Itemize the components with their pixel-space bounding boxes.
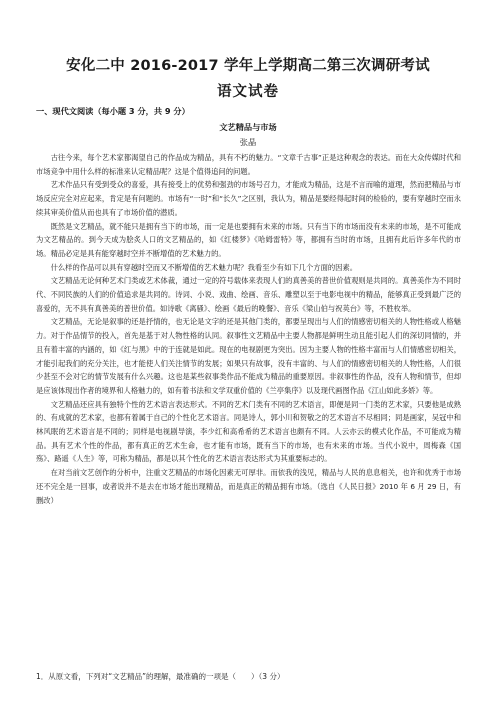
article-paragraph: 文艺精品，无论是叙事的还是抒情的，也无论是文字的还是其他门类的，都要呈现出与人们的情感密切相关的人物性格或人格魅力。对于作品情节的投入，首先是基于对人物性格的认同。叙事性文艺精品中主要人物都是鲜明生动且能引起人们的深切同情的，并且有着丰富的内涵的，如《红与黑》中的于连就是如此。现在的电视剧更为突出。因为主要人物的性格丰富而与人们情感密切相关，才能引起我们的充分关注，也才能使人们关注情节的发展；如果只有故事，没有丰富的、与人们的情感密切相关的人物性格，人们很少甚至不会对它的情节发展有什么兴趣。这也是某些叙事类作品不能成为精品的重要原因。非叙事性的作品，没有人物和情节，但却是应该体现出作者的境界和人格魅力的，如有着书法和文学双重价值的《兰亭集序》以及现代画图作品《江山如此多娇》等。 — [36, 317, 461, 395]
article-paragraph: 文艺精品还应具有独特个性的艺术语言表达形式。不同的艺术门类有不同的艺术语言，即便是同一门类的艺术家，只要他是成熟的、有成就的艺术家，也都有着属于自己的个性化艺术语言。同是诗人，郭小川和贺敬之的艺术语言不尽相同；同是画家，吴冠中和林风眠的艺术语言是不同的；同样是电视剧导演，李少红和高希希的艺术语言也颇有不同。人云亦云的模式化作品，不可能成为精品。具有艺术个性的作品，都有真正的艺术生命，也才能有市场，既有当下的市场，也有未来的市场。当代小说中，周梅森《国殇》、路遥《人生》等，可称为精品，都是以其个性化的艺术语言表达形式为其重要标志的。 — [36, 399, 461, 464]
article-paragraph: 在对当前文艺创作的分析中，注重文艺精品的市场化因素无可厚非。而依我的浅见，精品与人民的息息相关，也许和优秀于市场还不完全是一回事，或者说并不是去在市场才能出现精品，而是真正的精品拥有市场。（选自《人民日报》2010 年 6 月 29 日，有删改） — [36, 468, 461, 505]
question-1: 1．从原文看，下列对“文艺精品”的理解，最准确的一项是（ ）（3 分） — [36, 672, 285, 681]
article-paragraph: 什么样的作品可以具有穿越时空而又不断增值的艺术魅力呢？我看至少有如下几个方面的因素。 — [50, 262, 358, 272]
article-paragraph: 文艺精品无论何种艺术门类或艺术体裁，通过一定的符号载体来表现人们的真善美的普世价值观则是共同的。真善美作为不同时代、不同民族的人们的价值追求是共同的。诗词、小说、戏曲、绘画、音乐、雕塑以至于电影电视中的精品，能够真正受到最广泛的喜爱的，无不具有真善美的普世价值。如诗歌《离骚》、绘画《最后的晚餐》、音乐《梁山伯与祝英台》等，不胜枚举。 — [36, 276, 461, 313]
section-heading: 一、现代文阅读（每小题 3 分，共 9 分） — [36, 106, 190, 116]
article-paragraph: 既然是文艺精品，就不能只是拥有当下的市场，而一定是也要拥有未来的市场。只有当下的市场而没有未来的市场，是不可能成为文艺精品的。到今天成为脍炙人口的文艺精品的，如《红楼梦》《哈姆雷特》等，都拥有当时的市场，且拥有此后许多年代的市场。精品必定是具有能穿越时空并不断增值的艺术魅力的。 — [36, 221, 461, 258]
article-author: 张晶 — [239, 137, 257, 147]
exam-subtitle: 语文试卷 — [217, 84, 279, 100]
article-paragraph: 古往今来，每个艺术家都渴望自己的作品成为精品，具有不朽的魅力。“文章千古事”正是这种观念的表达。而在大众传媒时代和市场竞争中用什么样的标准来认定精品呢？这是个值得追问的问题。 — [36, 153, 461, 176]
article-paragraph: 艺术作品只有受到受众的喜爱，具有接受上的优势和强劲的市场号召力，才能成为精品，这是不言而喻的道理，然而把精品与市场反应完全对应起来，肯定是有问题的。市场有“一时”和“长久”之区别，我认为，精品是要经得起时间的检验的，要有穿越时空而永续其审美价值从而也具有了市场价值的潜质。 — [36, 180, 461, 217]
exam-title: 安化二中 2016-2017 学年上学期高二第三次调研考试 — [66, 58, 430, 74]
article-title: 文艺精品与市场 — [219, 122, 277, 132]
article-body — [36, 151, 461, 507]
